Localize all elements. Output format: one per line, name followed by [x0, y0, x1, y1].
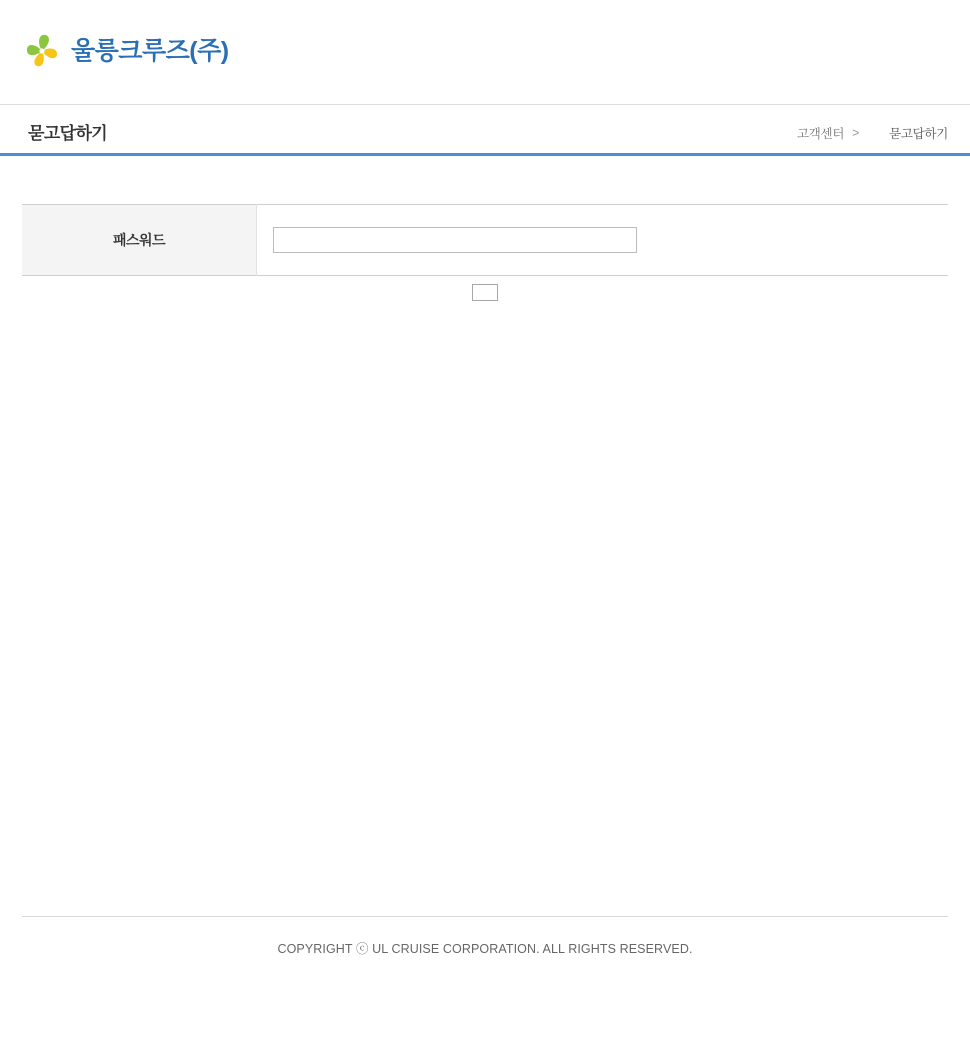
- breadcrumb-separator-icon: >: [852, 126, 860, 140]
- main-content: [0, 156, 970, 305]
- logo-main-text: 울릉크루즈: [71, 36, 190, 65]
- content-top-spacer: [22, 156, 948, 204]
- page-titlebar: [0, 104, 970, 156]
- logo-suffix-text: (주): [189, 36, 229, 65]
- confirm-button[interactable]: [472, 284, 498, 301]
- site-logo-link[interactable]: [22, 30, 229, 72]
- password-input[interactable]: [273, 227, 637, 253]
- site-footer: [0, 916, 970, 1042]
- password-label: 패스워드: [22, 205, 257, 276]
- breadcrumb-home[interactable]: 고객센터: [797, 127, 845, 141]
- password-field-cell: [257, 205, 949, 276]
- footer-divider: [22, 916, 948, 917]
- copyright-text: COPYRIGHT ⓒ UL CRUISE CORPORATION. ALL RIGHTS RESERVED.: [277, 942, 693, 956]
- breadcrumb-current: 묻고답하기: [889, 127, 948, 141]
- breadcrumb: [797, 124, 948, 142]
- pinwheel-flower-icon: [22, 30, 62, 72]
- table-row: [22, 205, 948, 276]
- page-title: 묻고답하기: [28, 124, 108, 143]
- form-button-row: [22, 276, 948, 305]
- site-header: [0, 0, 970, 104]
- site-logo-text: [71, 36, 229, 65]
- password-form-table: [22, 204, 948, 276]
